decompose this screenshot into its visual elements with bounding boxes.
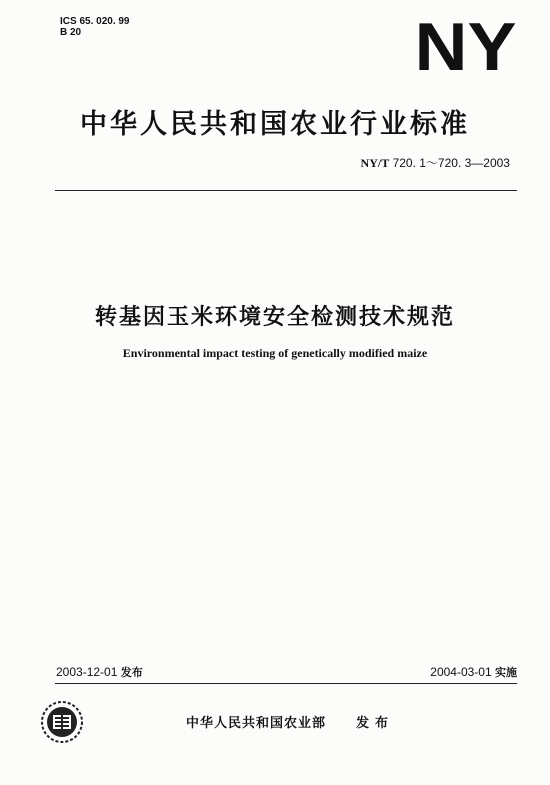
ministry-seal-icon [40, 700, 84, 744]
ccs-code: B 20 [60, 27, 82, 38]
issued-suffix: 发布 [120, 666, 143, 679]
standard-title: 中华人民共和国农业行业标准 [80, 109, 470, 140]
ics-code: ICS 65. 020. 99 [60, 16, 130, 27]
document-title-en: Environmental impact testing of genetically modified maize [122, 346, 428, 360]
effective-date-line [430, 664, 517, 680]
issued-date: 2003-12-01 [56, 665, 118, 679]
document-title-cn: 转基因玉米环境安全检测技术规范 [94, 305, 455, 330]
header-divider [55, 190, 517, 191]
standard-number-prefix: NY/T [360, 156, 390, 170]
standard-number [361, 154, 510, 171]
issued-date-line [56, 664, 143, 680]
issue-label: 发布 [356, 716, 395, 731]
footer-divider [55, 683, 517, 684]
ny-logo: NY [413, 9, 516, 85]
standard-number-body: 720. 1～720. 3—2003 [392, 156, 510, 170]
publisher-name: 中华人民共和国农业部 [186, 716, 327, 731]
effective-date: 2004-03-01 [430, 665, 492, 679]
effective-suffix: 实施 [495, 666, 517, 679]
